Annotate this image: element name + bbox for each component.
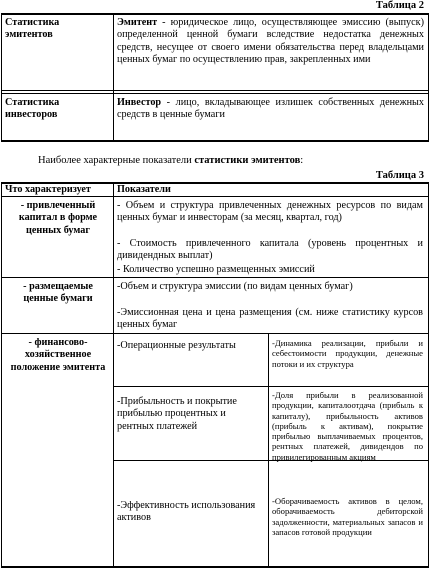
table3-caption: Таблица 3	[375, 170, 424, 181]
table3-sub-name: -Эффективность использования активов	[117, 500, 256, 524]
table3-sub-detail: -Динамика реализации, прибыли и себестоимости продукции, денежные потоки и их структура	[272, 338, 423, 369]
term: Эмитент	[117, 17, 158, 28]
table3-row-item: - Стоимость привлеченного капитала (уровень процентных и дивидендных выплат)	[117, 238, 423, 262]
table3-sub-name: -Прибыльность и покрытие прибылью процентных и рентных платежей	[117, 396, 237, 432]
intro-text: Наиболее характерные показатели	[38, 155, 195, 166]
definition-text: - юридическое лицо, осуществляющее эмиссию (выпуск) определенной ценной бумаги вследствие недостатка денежных средств, несущее от своего имени обязательства перед владельцами ценных бумаг по осуществлению прав, закрепленных ими	[117, 17, 424, 66]
table2-row-label: Статистика инвесторов	[5, 97, 60, 121]
intro-tail: :	[300, 155, 304, 166]
intro-bold: статистики эмитентов	[194, 155, 301, 166]
table3-row-item: -Объем и структура эмиссии (по видам ценных бумаг)	[117, 281, 353, 292]
table3-sub-name: -Операционные результаты	[117, 340, 236, 351]
term: Инвестор	[117, 97, 162, 108]
table2-row-definition	[117, 17, 424, 67]
table2-caption: Таблица 2	[375, 0, 424, 11]
table3-sub-detail: -Оборачиваемость активов в целом, оборачиваемость дебиторской задолженности, материальных запасов и запасов готовой продукции	[272, 496, 423, 537]
table3-row-label: - финансово-хозяйственное положение эмитента	[10, 337, 106, 373]
table3-row-item: - Объем и структура привлеченных денежных ресурсов по видам ценных бумаг и инвесторам (за месяц, квартал, год)	[117, 200, 423, 224]
table3-row-label: - привлеченный капитал в форме ценных бумаг	[18, 200, 98, 236]
table2-row-definition	[117, 97, 424, 122]
table3-row-item: - Количество успешно размещенных эмиссий	[117, 264, 315, 275]
table3-row-label: - размещаемые ценные бумаги	[23, 281, 93, 305]
intro-paragraph	[38, 155, 303, 166]
table3-header-indicators: Показатели	[117, 184, 171, 195]
table3-header-characterizes: Что характеризует	[5, 184, 91, 195]
table3-row-item: -Эмиссионная цена и цена размещения (см. ниже статистику курсов ценных бумаг	[117, 307, 423, 331]
table3-sub-detail: -Доля прибыли в реализованной продукции, капиталоотдача (прибыль к капиталу), прибыльность активов (прибыль к активам), покрытие прибылью выплачиваемых процентов, рентных платежей, дивидендов по привилегированным акциям	[272, 390, 423, 462]
table2-row-label: Статистика эмитентов	[5, 17, 60, 41]
definition-text: - лицо, вкладывающее излишек собственных денежных средств в ценные бумаги	[117, 97, 424, 121]
